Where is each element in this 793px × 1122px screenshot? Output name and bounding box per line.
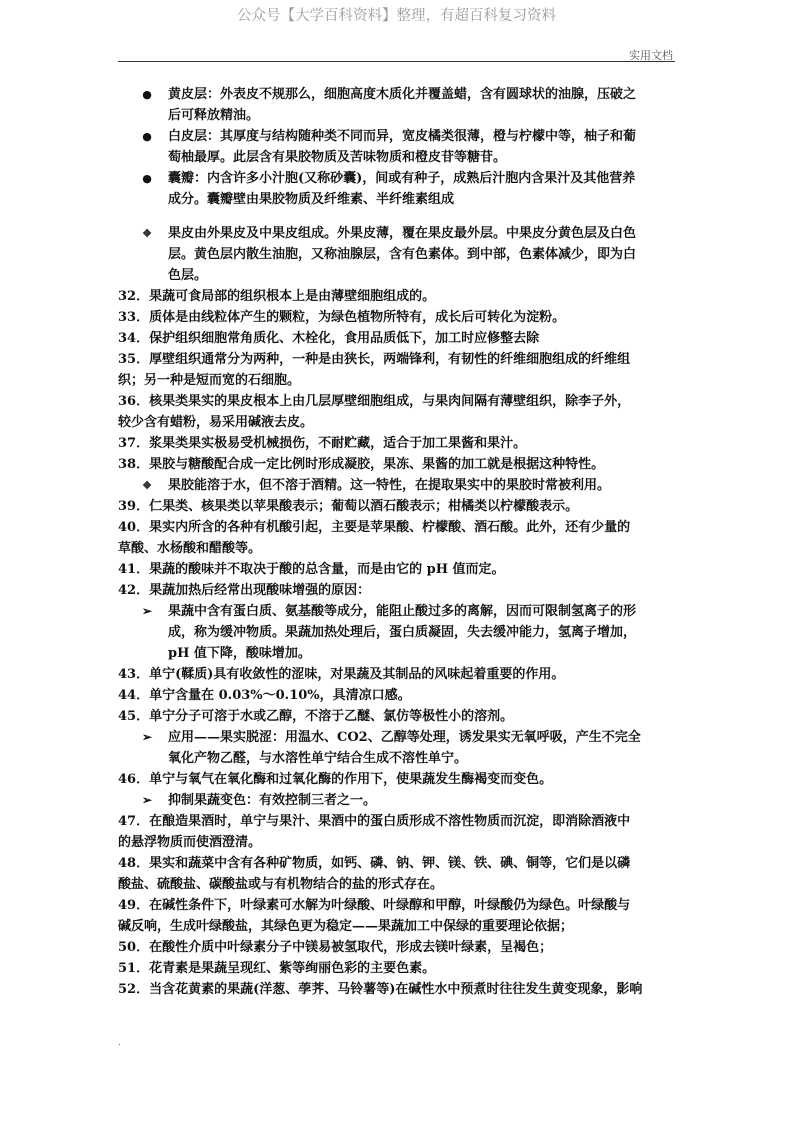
bullet-dot-icon: ●: [142, 172, 152, 185]
bullet-item: [118, 168, 675, 210]
text-line: 抑制果蔬变色：有效控制三者之一。: [168, 793, 377, 808]
text-line: 色层。: [168, 268, 208, 283]
text-line: 黄皮层：外表皮不规那么，细胞高度木质化并覆盖蜡，含有圆球状的油腺，压破之: [168, 87, 637, 102]
bullet-dot-icon: ●: [142, 88, 152, 101]
numbered-item: 32．果蔬可食局部的组织根本上是由薄壁细胞组成的。: [118, 289, 436, 304]
diamond-item: [118, 475, 675, 496]
numbered-item: 35．厚壁组织通常分为两种，一种是由狭长，两端锋利，有韧性的纤维细胞组成的纤维组: [118, 352, 631, 367]
numbered-item: 36．核果类果实的果皮根本上由几层厚壁细胞组成，与果肉间隔有薄壁组织，除李子外，: [118, 394, 631, 409]
text-line: pH 值下降，酸味增加。: [168, 646, 311, 661]
text-line: 后可释放精油。: [168, 108, 260, 123]
arrow-item: [118, 601, 675, 664]
footer-mark: .: [118, 1038, 121, 1048]
numbered-item: 44．单宁含量在 0.03%～0.10%，具清凉口感。: [118, 688, 411, 703]
header-rule: [118, 61, 675, 62]
document-body: [118, 84, 675, 1000]
spacer: [118, 210, 675, 223]
text-line: 氧化产物乙醛，与水溶性单宁结合生成不溶性单宁。: [168, 751, 468, 766]
arrow-item: [118, 727, 675, 769]
numbered-item-continuation: 草酸、水杨酸和醋酸等。: [118, 541, 262, 556]
numbered-item: 48．果实和蔬菜中含有各种矿物质，如钙、磷、钠、钾、镁、铁、碘、铜等，它们是以磷: [118, 856, 631, 871]
numbered-item: 43．单宁(鞣质)具有收敛性的涩味，对果蔬及其制品的风味起着重要的作用。: [118, 667, 565, 682]
numbered-item: 42．果蔬加热后经常出现酸味增强的原因：: [118, 583, 371, 598]
arrow-bullet-icon: ➢: [141, 793, 153, 807]
text-line: 成分。囊瓣壁由果胶物质及纤维素、半纤维素组成: [168, 192, 455, 207]
diamond-item: [118, 223, 675, 286]
bullet-item: [118, 126, 675, 168]
numbered-item-continuation: 的悬浮物质而使酒澄清。: [118, 835, 262, 850]
numbered-item: 46．单宁与氧气在氧化酶和过氧化酶的作用下，使果蔬发生酶褐变而变色。: [118, 772, 553, 787]
text-line: 果蔬中含有蛋白质、氨基酸等成分，能阻止酸过多的离解，因而可限制氢离子的形: [168, 604, 637, 619]
numbered-item: 47．在酿造果酒时，单宁与果汁、果酒中的蛋白质形成不溶性物质而沉淀，即消除酒液中: [118, 814, 631, 829]
watermark-text: 公众号【大学百科资料】整理，有超百科复习资料: [237, 8, 556, 24]
arrow-bullet-icon: ➢: [141, 730, 153, 744]
numbered-item-continuation: 碱反响，生成叶绿酸盐，其绿色更为稳定——果蔬加工中保绿的重要理论依据；: [118, 919, 574, 934]
numbered-item: 52．当含花黄素的果蔬(洋葱、荸荠、马铃薯等)在碱性水中预煮时往往发生黄变现象，影响: [118, 982, 643, 997]
numbered-item: 38．果胶与糖酸配合成一定比例时形成凝胶，果冻、果酱的加工就是根据这种特性。: [118, 457, 605, 472]
numbered-item-continuation: 织；另一种是短而宽的石细胞。: [118, 373, 301, 388]
arrow-item: [118, 790, 675, 811]
text-line: 白皮层：其厚度与结构随种类不同而异，宽皮橘类很薄，橙与柠檬中等，柚子和葡: [168, 129, 637, 144]
numbered-item: 50．在酸性介质中叶绿素分子中镁易被氢取代，形成去镁叶绿素，呈褐色；: [118, 940, 553, 955]
page-header: 实用文档: [629, 49, 673, 62]
text-line: 果胶能溶于水，但不溶于酒精。这一特性，在提取果实中的果胶时常被利用。: [168, 478, 611, 493]
text-line: 层。黄色层内散生油胞，又称油腺层，含有色素体。到中部，色素体减少，即为白: [168, 247, 637, 262]
numbered-item-continuation: 较少含有蜡粉，易采用碱液去皮。: [118, 415, 314, 430]
numbered-item: 51．花青素是果蔬呈现红、紫等绚丽色彩的主要色素。: [118, 961, 436, 976]
numbered-item: 40．果实内所含的各种有机酸引起，主要是苹果酸、柠檬酸、酒石酸。此外，还有少量的: [118, 520, 631, 535]
numbered-item: 37．浆果类果实极易受机械损伤，不耐贮藏，适合于加工果酱和果汁。: [118, 436, 527, 451]
text-line: 应用——果实脱涩：用温水、CO2、乙醇等处理，诱发果实无氧呼吸，产生不完全: [168, 730, 641, 745]
numbered-item-continuation: 酸盐、硫酸盐、碳酸盐或与有机物结合的盐的形式存在。: [118, 877, 444, 892]
bullet-item: [118, 84, 675, 126]
numbered-item: 45．单宁分子可溶于水或乙醇，不溶于乙醚、氯仿等极性小的溶剂。: [118, 709, 514, 724]
numbered-item: 41．果蔬的酸味并不取决于酸的总含量，而是由它的 pH 值而定。: [118, 562, 505, 577]
text-line: 果皮由外果皮及中果皮组成。外果皮薄，覆在果皮最外层。中果皮分黄色层及白色: [168, 226, 637, 241]
bullet-dot-icon: ●: [142, 130, 152, 143]
numbered-item: 34．保护组织细胞常角质化、木栓化，食用品质低下，加工时应修整去除: [118, 331, 540, 346]
numbered-item: 33．质体是由线粒体产生的颗粒，为绿色植物所特有，成长后可转化为淀粉。: [118, 310, 566, 325]
text-line: 萄柚最厚。此层含有果胶物质及苦味物质和橙皮苷等糖苷。: [168, 150, 507, 165]
numbered-item: 39．仁果类、核果类以苹果酸表示；葡萄以酒石酸表示；柑橘类以柠檬酸表示。: [118, 499, 579, 514]
diamond-bullet-icon: ❖: [142, 479, 152, 492]
diamond-bullet-icon: ❖: [142, 227, 152, 240]
arrow-bullet-icon: ➢: [141, 604, 153, 618]
text-line: 囊瓣：内含许多小汁胞(又称砂囊)，间或有种子，成熟后汁胞内含果汁及其他营养: [168, 171, 636, 186]
numbered-item: 49．在碱性条件下，叶绿素可水解为叶绿酸、叶绿醇和甲醇，叶绿酸仍为绿色。叶绿酸与: [118, 898, 631, 913]
text-line: 成，称为缓冲物质。果蔬加热处理后，蛋白质凝固，失去缓冲能力，氢离子增加，: [168, 625, 637, 640]
